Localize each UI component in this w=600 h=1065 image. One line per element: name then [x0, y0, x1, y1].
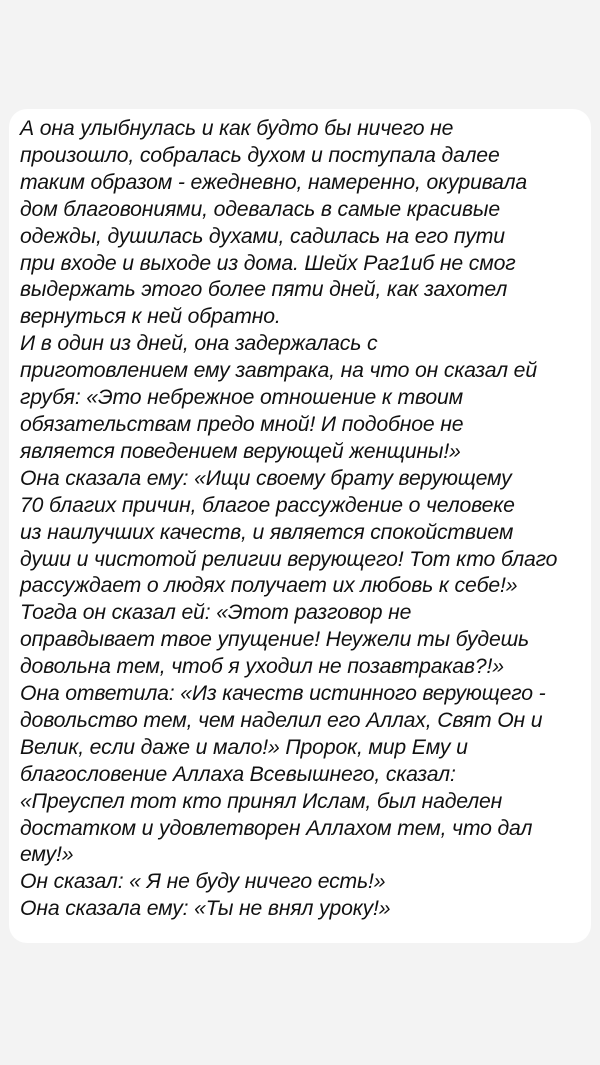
text-line: Она сказала ему: «Ищи своему брату верующему: [20, 466, 512, 490]
text-line: обязательствам предо мной! И подобное не: [20, 412, 464, 436]
text-line: оправдывает твое упущение! Неужели ты будешь: [20, 628, 530, 652]
text-line: «Преуспел тот кто принял Ислам, был наделен: [20, 789, 503, 813]
text-line: души и чистотой религии верующего! Тот кто благо: [20, 547, 558, 571]
text-line: одежды, душилась духами, садилась на его пути: [20, 224, 505, 248]
text-line: грубя: «Это небрежное отношение к твоим: [20, 386, 464, 410]
text-line: произошло, собралась духом и поступала далее: [20, 143, 500, 167]
text-line: довольна тем, чтоб я уходил не позавтракав?!»: [20, 655, 504, 679]
text-line: приготовлением ему завтрака, на что он сказал ей: [20, 359, 537, 383]
story-text-card: [9, 109, 591, 943]
text-line: вернуться к ней обратно.: [20, 305, 281, 329]
text-line: дом благовониями, одевалась в самые красивые: [20, 197, 500, 221]
text-line: А она улыбнулась и как будто бы ничего не: [20, 117, 454, 140]
text-line: Она ответила: «Из качеств истинного верующего -: [20, 682, 546, 706]
text-line: при входе и выходе из дома. Шейх Раг1иб не смог: [20, 251, 516, 275]
text-line: И в один из дней, она задержалась с: [20, 332, 378, 356]
text-line: рассуждает о людях получает их любовь к себе!»: [20, 574, 518, 598]
text-line: является поведением верующей женщины!»: [20, 439, 461, 463]
text-line: Тогда он сказал ей: «Этот разговор не: [20, 601, 412, 625]
text-line: Она сказала ему: «Ты не внял уроку!»: [20, 897, 391, 921]
text-line: Он сказал: « Я не буду ничего есть!»: [20, 870, 386, 894]
text-line: довольство тем, чем наделил его Аллах, Свят Он и: [20, 708, 543, 732]
text-line: таким образом - ежедневно, намеренно, окуривала: [20, 170, 528, 194]
text-line: из наилучших качеств, и является спокойствием: [20, 520, 514, 544]
text-line: выдержать этого более пяти дней, как захотел: [20, 278, 508, 302]
text-line: Велик, если даже и мало!» Пророк, мир Ему и: [20, 735, 468, 759]
text-line: благословение Аллаха Всевышнего, сказал:: [20, 762, 456, 786]
text-line: 70 благих причин, благое рассуждение о человеке: [20, 493, 515, 517]
text-line: достатком и удовлетворен Аллахом тем, что дал: [20, 816, 533, 840]
text-line: ему!»: [20, 843, 74, 867]
